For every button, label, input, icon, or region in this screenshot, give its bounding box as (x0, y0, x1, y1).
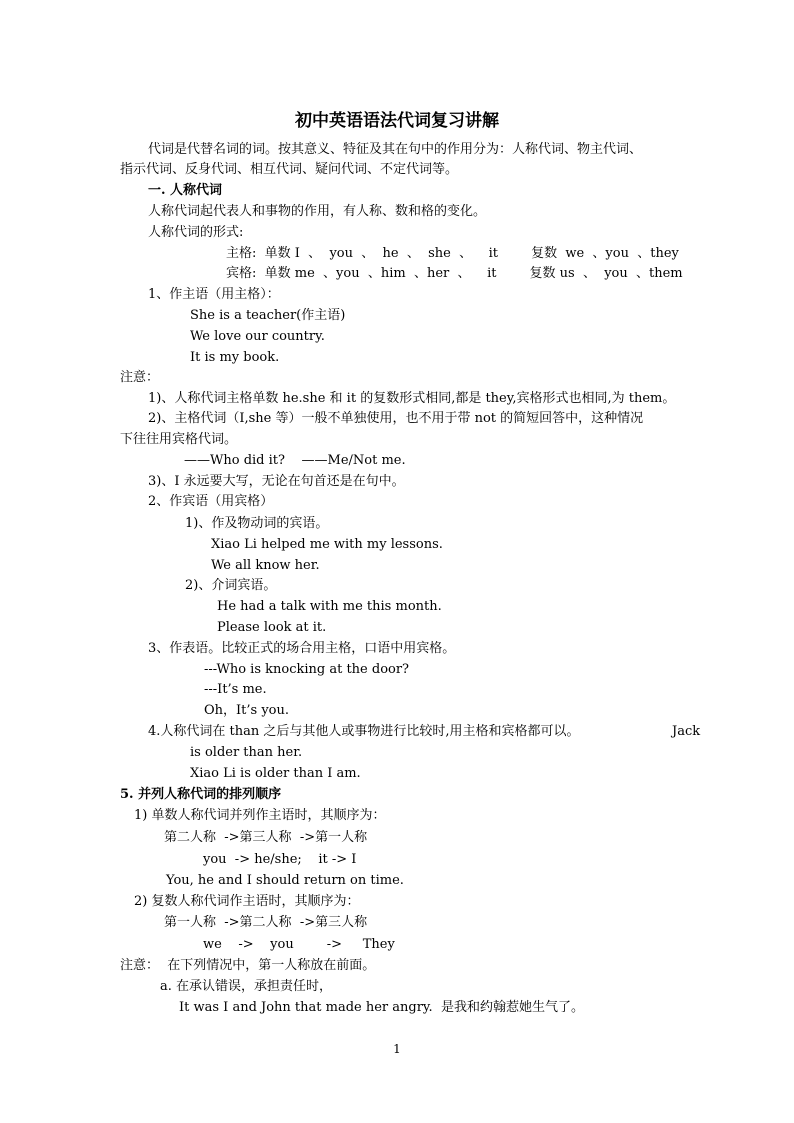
use1-example: It is my book. (190, 350, 280, 365)
form-label: 人称代词的形式: (148, 225, 244, 240)
intro-line-2: 指示代词、反身代词、相互代词、疑问代词、不定代词等。 (120, 162, 459, 177)
use3-example: ---It’s me. (204, 682, 267, 697)
order-example: You, he and I should return on time. (166, 873, 404, 888)
intro-line-1: 代词是代替名词的词。按其意义、特征及其在句中的作用分为：人称代词、物主代词、 (148, 142, 643, 157)
object-case-row: 宾格: 单数 me 、you 、him 、her 、 it 复数 us 、 you 、them (226, 266, 683, 281)
section5-note-a: a. 在承认错误，承担责任时， (160, 979, 333, 994)
order-words: you -> he/she; it -> I (203, 852, 357, 867)
subject-case-row: 主格: 单数 I 、 you 、 he 、 she 、 it 复数 we 、you 、they (226, 246, 679, 261)
order-line: 第一人称 ->第二人称 ->第三人称 (164, 915, 368, 930)
use3-example: ---Who is knocking at the door? (204, 662, 410, 677)
page-title: 初中英语语法代词复习讲解 (295, 111, 499, 131)
note-2: 2)、主格代词（I,she 等）一般不单独使用，也不用于带 not 的简短回答中，这种情况 (148, 411, 644, 426)
use1-example: She is a teacher(作主语) (190, 308, 346, 323)
section5-note: 注意： 在下列情况中，第一人称放在前面。 (120, 958, 376, 973)
use1-example: We love our country. (190, 329, 325, 344)
use4-line: 4.人称代词在 than 之后与其他人或事物进行比较时,用主格和宾格都可以。 (148, 724, 580, 739)
note-2-example: ——Who did it? ——Me/Not me. (184, 453, 406, 468)
use4-example: Xiao Li is older than I am. (190, 766, 361, 781)
note-1: 1)、人称代词主格单数 he.she 和 it 的复数形式相同,都是 they,宾格形式也相同,为 them。 (148, 391, 676, 406)
use3-heading: 3、作表语。比较正式的场合用主格，口语中用宾格。 (148, 641, 456, 656)
section-description: 人称代词起代表人和事物的作用，有人称、数和格的变化。 (148, 204, 487, 219)
use4-line-tail: Jack (672, 724, 701, 739)
note-2-continued: 下往往用宾格代词。 (120, 432, 238, 447)
note-3: 3)、I 永远要大写，无论在句首还是在句中。 (148, 474, 405, 489)
use4-example: is older than her. (190, 745, 303, 760)
use3-example: Oh，It’s you. (204, 703, 290, 718)
use2-sub-heading: 2)、介词宾语。 (185, 578, 277, 593)
use1-heading: 1、作主语（用主格）： (148, 287, 280, 302)
section5-note-a-example: It was I and John that made her angry. 是我和约翰惹她生气了。 (179, 1000, 584, 1015)
use2-example: Xiao Li helped me with my lessons. (211, 537, 443, 552)
section5-heading: 5. 并列人称代词的排列顺序 (120, 787, 282, 802)
use2-example: He had a talk with me this month. (217, 599, 442, 614)
use2-example: Please look at it. (217, 620, 327, 635)
order-words: we -> you -> They (203, 937, 395, 952)
order-line: 第二人称 ->第三人称 ->第一人称 (164, 830, 368, 845)
page-number: 1 (393, 1042, 401, 1056)
use2-example: We all know her. (211, 558, 320, 573)
use2-sub-heading: 1)、作及物动词的宾语。 (185, 516, 329, 531)
section5-point-1: 1) 单数人称代词并列作主语时，其顺序为： (134, 808, 386, 823)
use2-heading: 2、作宾语（用宾格） (148, 494, 274, 509)
section-heading-personal-pronouns: 一. 人称代词 (148, 183, 223, 198)
section5-point-2: 2) 复数人称代词作主语时，其顺序为： (134, 894, 360, 909)
notes-label: 注意： (120, 370, 160, 385)
